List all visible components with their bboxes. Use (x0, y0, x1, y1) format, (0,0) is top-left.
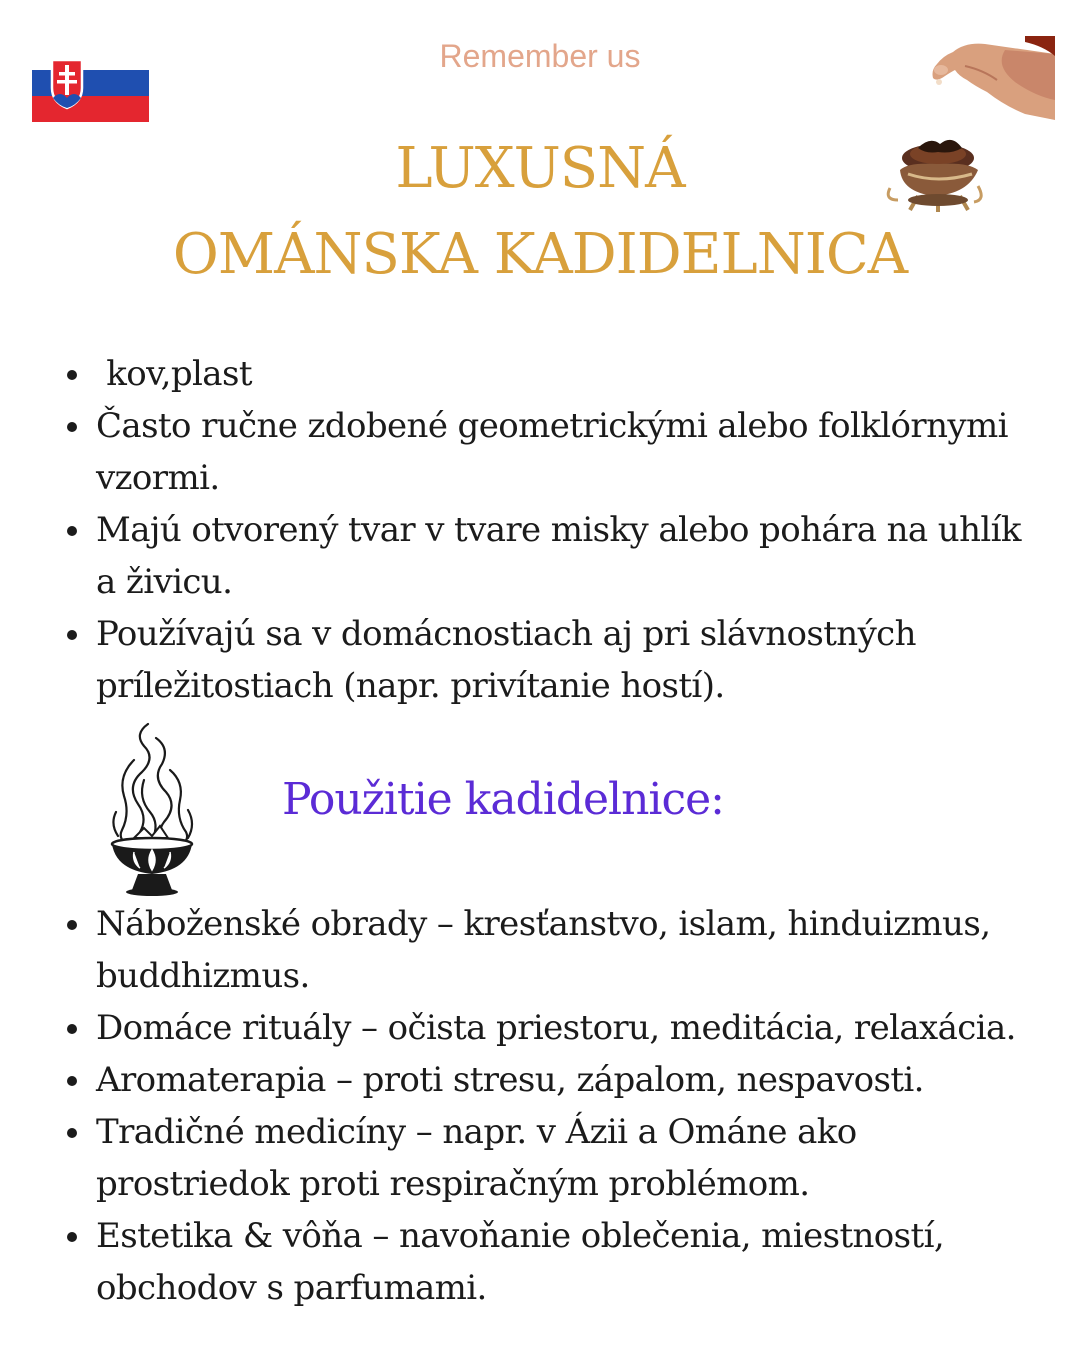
list-item (0, 608, 1080, 712)
bullet-icon (67, 526, 77, 536)
bullet-icon (67, 422, 77, 432)
bullet-icon (67, 1024, 77, 1034)
list-item-text: kov,plast (96, 354, 252, 394)
list-item (0, 898, 1080, 1002)
smoking-incense-bowl-icon (104, 720, 200, 898)
list-item-text: Domáce rituály – očista priestoru, meditácia, relaxácia. (96, 1008, 1016, 1048)
list-item (0, 400, 1080, 504)
bullet-icon (67, 370, 77, 380)
hand-holding-incense-image (925, 36, 1055, 122)
list-item-text: Náboženské obrady – kresťanstvo, islam, hinduizmus, buddhizmus. (96, 904, 991, 996)
title-line-1: LUXUSNÁ (395, 136, 685, 201)
title-line-2: OMÁNSKA KADIDELNICA (172, 222, 908, 287)
list-item-text: Používajú sa v domácnostiach aj pri slávnostných príležitostiach (napr. privítanie hostí). (96, 614, 916, 706)
list-item (0, 1002, 1080, 1054)
bullet-icon (67, 1076, 77, 1086)
usage-heading: Použitie kadidelnice: (282, 774, 725, 825)
bullet-icon (67, 920, 77, 930)
list-item (0, 504, 1080, 608)
list-item (0, 1210, 1080, 1314)
features-list (0, 348, 1080, 712)
list-item (0, 1106, 1080, 1210)
list-item-text: Estetika & vôňa – navoňanie oblečenia, miestností, obchodov s parfumami. (96, 1216, 945, 1308)
bullet-icon (67, 630, 77, 640)
list-item-text: Často ručne zdobené geometrickými alebo folklórnymi vzormi. (96, 406, 1008, 498)
bullet-icon (67, 1128, 77, 1138)
brand-name: Remember us (439, 38, 641, 74)
list-item (0, 1054, 1080, 1106)
page-title (0, 126, 1080, 298)
list-item-text: Tradičné medicíny – napr. v Ázii a Ománe ako prostriedok proti respiračným problémom. (96, 1112, 857, 1204)
usage-list (0, 898, 1080, 1314)
list-item (0, 348, 1080, 400)
bullet-icon (67, 1232, 77, 1242)
list-item-text: Majú otvorený tvar v tvare misky alebo pohára na uhlík a živicu. (96, 510, 1021, 602)
list-item-text: Aromaterapia – proti stresu, zápalom, nespavosti. (96, 1060, 924, 1100)
